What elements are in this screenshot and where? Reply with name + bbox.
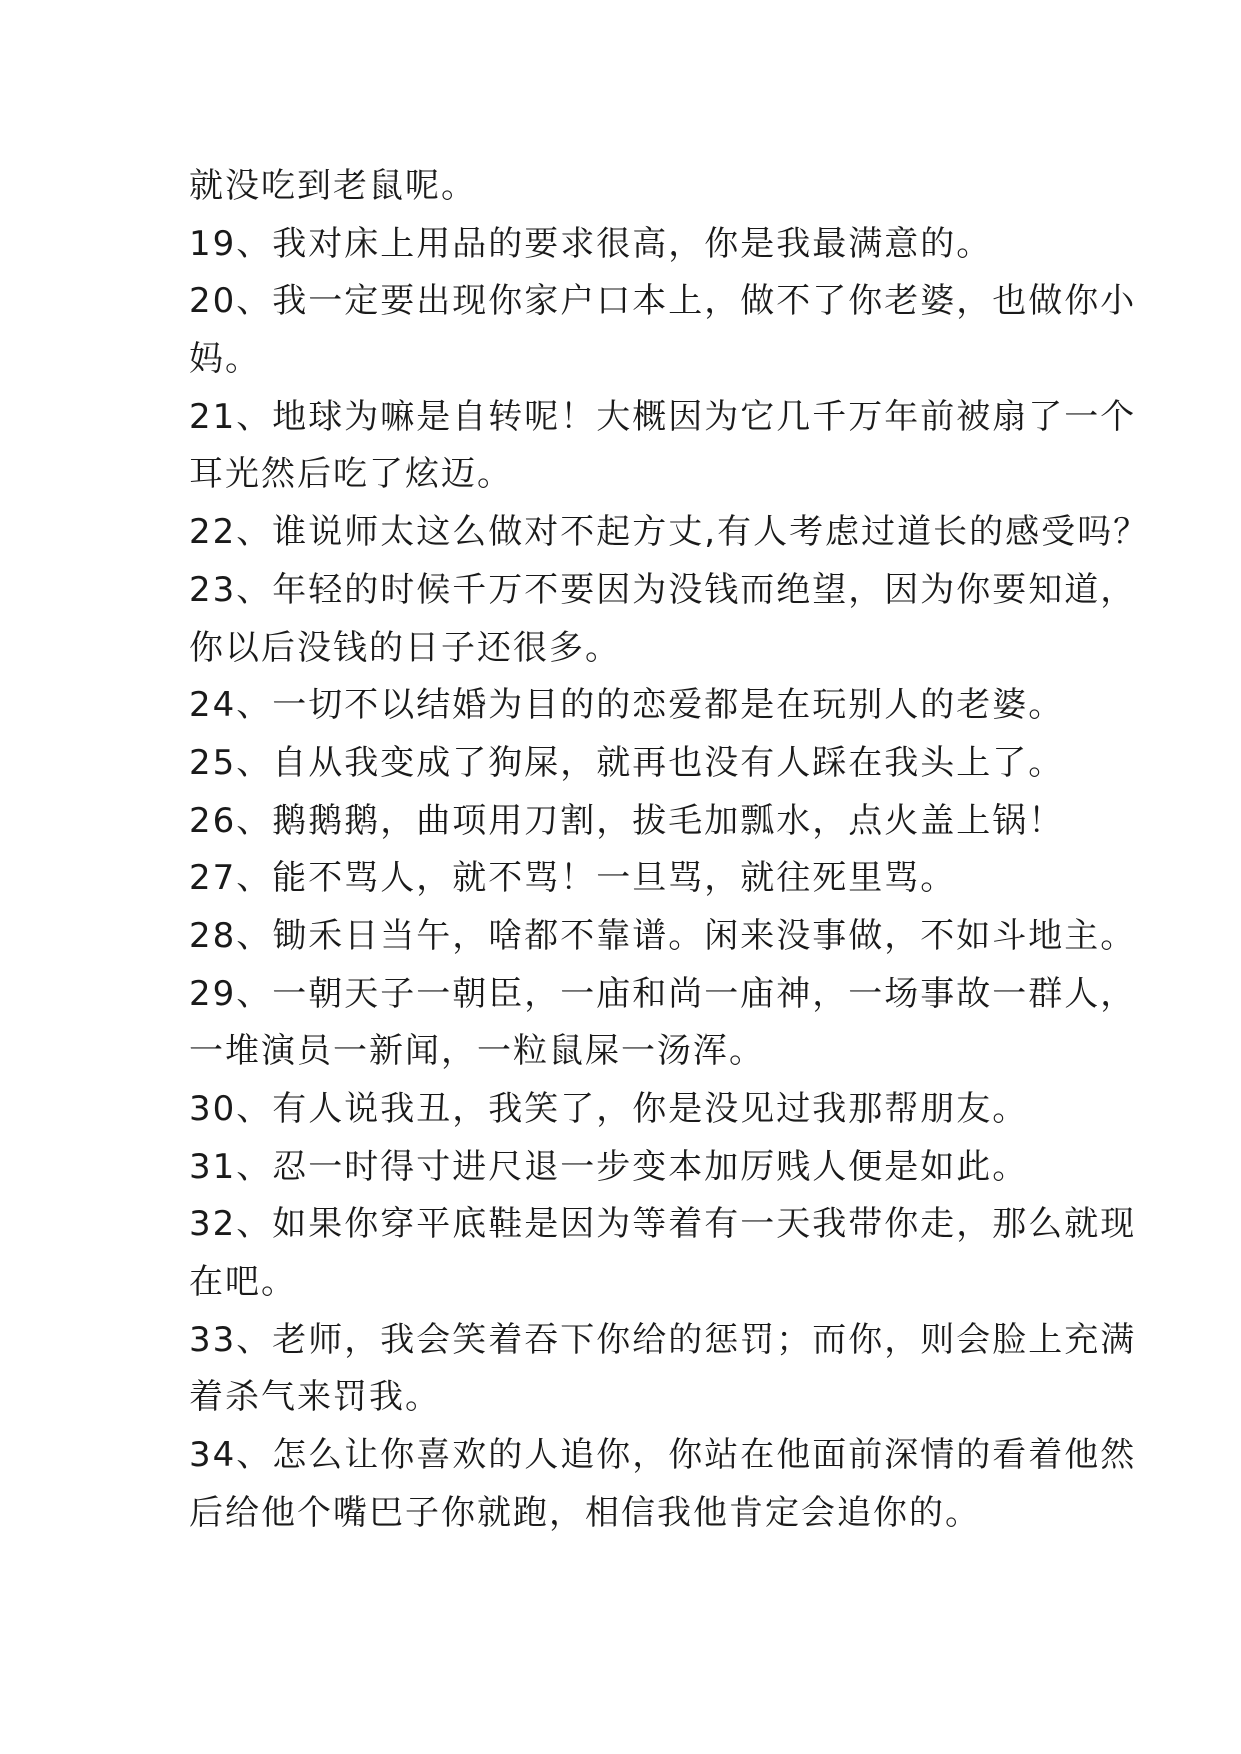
text-line: 28、锄禾日当午，啥都不靠谱。闲来没事做，不如斗地主。 [189, 915, 1137, 956]
text-line: 19、我对床上用品的要求很高，你是我最满意的。 [189, 223, 993, 264]
text-line: 在吧。 [189, 1262, 297, 1303]
text-line: 24、一切不以结婚为目的的恋爱都是在玩别人的老婆。 [189, 685, 1065, 726]
text-line: 22、谁说师太这么做对不起方丈,有人考虑过道长的感受吗？ [189, 512, 1150, 553]
text-line: 34、怎么让你喜欢的人追你，你站在他面前深情的看着他然 [189, 1435, 1137, 1476]
text-line: 25、自从我变成了狗屎，就再也没有人踩在我头上了。 [189, 742, 1065, 783]
text-line: 32、如果你穿平底鞋是因为等着有一天我带你走，那么就现 [189, 1204, 1137, 1245]
text-line: 27、能不骂人，就不骂！一旦骂，就往死里骂。 [189, 858, 957, 899]
text-line: 21、地球为嘛是自转呢！大概因为它几千万年前被扇了一个 [189, 396, 1137, 437]
text-line: 29、一朝天子一朝臣，一庙和尚一庙神，一场事故一群人， [189, 973, 1137, 1014]
text-line: 23、年轻的时候千万不要因为没钱而绝望，因为你要知道， [189, 569, 1137, 610]
text-line: 一堆演员一新闻，一粒鼠屎一汤浑。 [189, 1031, 765, 1072]
text-line: 着杀气来罚我。 [189, 1377, 441, 1418]
text-line: 30、有人说我丑，我笑了，你是没见过我那帮朋友。 [189, 1089, 1029, 1129]
text-line: 妈。 [189, 339, 261, 380]
text-line: 后给他个嘴巴子你就跑，相信我他肯定会追你的。 [189, 1492, 981, 1533]
text-line: 就没吃到老鼠呢。 [189, 166, 477, 206]
text-line: 你以后没钱的日子还很多。 [189, 627, 621, 668]
text-line: 31、忍一时得寸进尺退一步变本加厉贱人便是如此。 [189, 1146, 1029, 1187]
text-line: 33、老师，我会笑着吞下你给的惩罚；而你，则会脸上充满 [189, 1319, 1137, 1360]
text-line: 耳光然后吃了炫迈。 [189, 454, 513, 495]
text-line: 20、我一定要出现你家户口本上，做不了你老婆，也做你小 [189, 281, 1137, 322]
text-line: 26、鹅鹅鹅，曲项用刀割，拔毛加瓢水，点火盖上锅！ [189, 800, 1065, 841]
document-body [189, 158, 1150, 1543]
